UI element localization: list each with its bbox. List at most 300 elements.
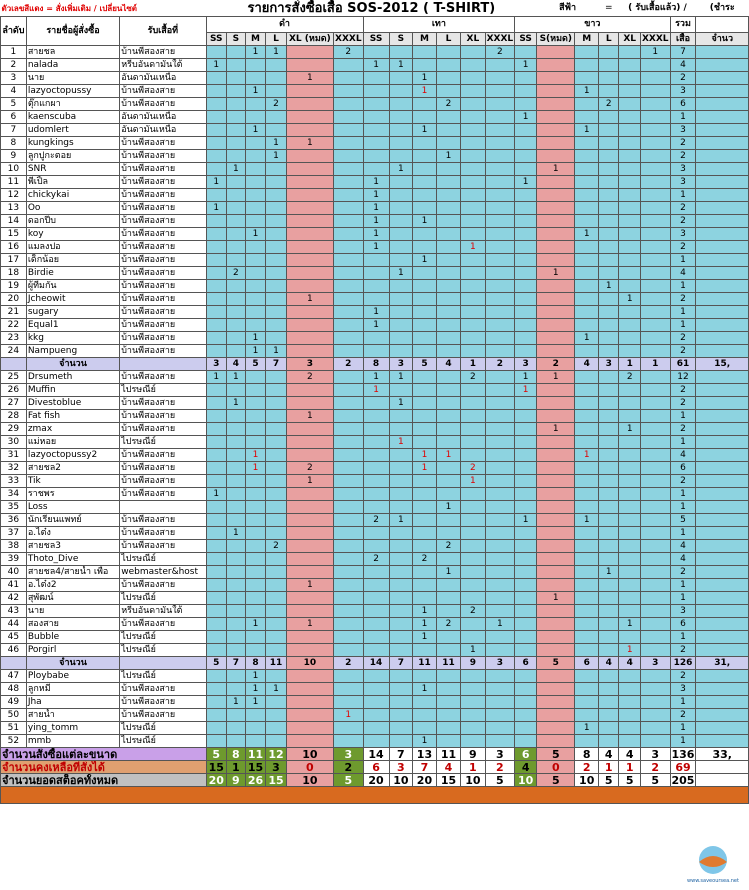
qty-cell[interactable] [226,735,245,748]
qty-cell[interactable] [619,228,640,241]
qty-cell[interactable] [389,306,413,319]
qty-cell[interactable]: 1 [206,202,226,215]
qty-cell[interactable] [334,527,364,540]
qty-cell[interactable] [485,410,515,423]
qty-cell[interactable]: 1 [413,631,437,644]
qty-cell[interactable]: 1 [413,683,437,696]
qty-cell[interactable]: 2 [363,514,389,527]
qty-cell[interactable] [389,254,413,267]
qty-cell[interactable] [537,111,575,124]
qty-cell[interactable] [461,189,485,202]
qty-cell[interactable] [286,59,333,72]
qty-cell[interactable]: 2 [413,553,437,566]
qty-cell[interactable] [599,722,619,735]
qty-cell[interactable] [640,592,670,605]
qty-cell[interactable] [363,280,389,293]
qty-cell[interactable] [266,618,286,631]
qty-cell[interactable] [575,488,599,501]
qty-cell[interactable]: 1 [537,267,575,280]
qty-cell[interactable] [363,423,389,436]
qty-cell[interactable] [286,280,333,293]
qty-cell[interactable] [245,215,265,228]
qty-cell[interactable] [266,384,286,397]
qty-cell[interactable] [640,59,670,72]
qty-cell[interactable] [226,254,245,267]
qty-cell[interactable] [334,98,364,111]
qty-cell[interactable] [461,670,485,683]
table-row[interactable] [1,449,749,462]
qty-cell[interactable] [640,579,670,592]
qty-cell[interactable]: 1 [619,423,640,436]
qty-cell[interactable]: 2 [599,98,619,111]
qty-cell[interactable] [619,254,640,267]
qty-cell[interactable] [334,85,364,98]
qty-cell[interactable]: 1 [334,709,364,722]
qty-cell[interactable] [413,150,437,163]
qty-cell[interactable] [413,176,437,189]
qty-cell[interactable] [485,384,515,397]
qty-cell[interactable] [436,436,460,449]
qty-cell[interactable] [286,566,333,579]
table-row[interactable] [1,124,749,137]
qty-cell[interactable] [226,709,245,722]
qty-cell[interactable] [575,46,599,59]
qty-cell[interactable] [413,111,437,124]
qty-cell[interactable] [206,397,226,410]
qty-cell[interactable] [389,631,413,644]
qty-cell[interactable] [599,579,619,592]
qty-cell[interactable] [537,670,575,683]
qty-cell[interactable] [619,137,640,150]
qty-cell[interactable] [206,345,226,358]
qty-cell[interactable] [413,384,437,397]
qty-cell[interactable]: 1 [363,202,389,215]
qty-cell[interactable] [206,124,226,137]
qty-cell[interactable] [413,267,437,280]
qty-cell[interactable] [619,592,640,605]
qty-cell[interactable] [640,475,670,488]
table-row[interactable] [1,423,749,436]
qty-cell[interactable] [206,527,226,540]
qty-cell[interactable] [245,566,265,579]
qty-cell[interactable] [363,475,389,488]
qty-cell[interactable] [537,59,575,72]
qty-cell[interactable] [640,605,670,618]
qty-cell[interactable] [515,436,537,449]
qty-cell[interactable] [485,228,515,241]
qty-cell[interactable]: 1 [575,124,599,137]
qty-cell[interactable] [461,501,485,514]
qty-cell[interactable] [515,124,537,137]
qty-cell[interactable] [461,722,485,735]
qty-cell[interactable] [515,98,537,111]
qty-cell[interactable] [206,631,226,644]
qty-cell[interactable] [245,319,265,332]
qty-cell[interactable] [226,345,245,358]
qty-cell[interactable] [413,46,437,59]
qty-cell[interactable] [413,670,437,683]
qty-cell[interactable] [515,527,537,540]
qty-cell[interactable] [619,111,640,124]
qty-cell[interactable] [363,163,389,176]
qty-cell[interactable] [266,501,286,514]
qty-cell[interactable] [334,735,364,748]
qty-cell[interactable] [266,449,286,462]
qty-cell[interactable] [413,527,437,540]
qty-cell[interactable] [286,423,333,436]
qty-cell[interactable] [461,46,485,59]
qty-cell[interactable] [599,59,619,72]
qty-cell[interactable] [245,410,265,423]
qty-cell[interactable] [286,644,333,657]
qty-cell[interactable] [286,397,333,410]
qty-cell[interactable]: 1 [286,293,333,306]
qty-cell[interactable] [286,111,333,124]
qty-cell[interactable] [485,163,515,176]
table-row[interactable] [1,293,749,306]
qty-cell[interactable]: 2 [286,462,333,475]
table-row[interactable] [1,111,749,124]
qty-cell[interactable]: 1 [537,163,575,176]
qty-cell[interactable]: 1 [413,605,437,618]
qty-cell[interactable] [206,722,226,735]
qty-cell[interactable] [599,735,619,748]
qty-cell[interactable] [389,384,413,397]
qty-cell[interactable] [286,228,333,241]
qty-cell[interactable] [436,475,460,488]
qty-cell[interactable] [206,449,226,462]
qty-cell[interactable] [334,215,364,228]
qty-cell[interactable] [334,384,364,397]
qty-cell[interactable] [413,566,437,579]
qty-cell[interactable] [515,644,537,657]
qty-cell[interactable] [413,189,437,202]
table-row[interactable] [1,592,749,605]
qty-cell[interactable] [363,137,389,150]
qty-cell[interactable]: 1 [413,462,437,475]
qty-cell[interactable] [575,436,599,449]
qty-cell[interactable] [363,618,389,631]
qty-cell[interactable] [575,709,599,722]
qty-cell[interactable] [266,410,286,423]
qty-cell[interactable] [245,592,265,605]
qty-cell[interactable] [461,124,485,137]
qty-cell[interactable] [334,696,364,709]
qty-cell[interactable] [389,501,413,514]
qty-cell[interactable] [206,735,226,748]
qty-cell[interactable] [619,72,640,85]
qty-cell[interactable] [389,644,413,657]
qty-cell[interactable] [515,618,537,631]
qty-cell[interactable] [389,137,413,150]
qty-cell[interactable] [286,696,333,709]
qty-cell[interactable] [206,319,226,332]
qty-cell[interactable] [266,215,286,228]
qty-cell[interactable] [461,293,485,306]
qty-cell[interactable] [640,709,670,722]
qty-cell[interactable]: 1 [461,241,485,254]
qty-cell[interactable] [413,397,437,410]
qty-cell[interactable] [515,85,537,98]
qty-cell[interactable] [413,696,437,709]
qty-cell[interactable]: 1 [389,397,413,410]
qty-cell[interactable] [206,501,226,514]
qty-cell[interactable]: 1 [245,449,265,462]
qty-cell[interactable] [619,202,640,215]
qty-cell[interactable] [461,696,485,709]
qty-cell[interactable] [485,540,515,553]
qty-cell[interactable] [599,592,619,605]
qty-cell[interactable] [599,267,619,280]
table-row[interactable] [1,579,749,592]
qty-cell[interactable]: 1 [363,215,389,228]
table-row[interactable] [1,475,749,488]
qty-cell[interactable] [436,397,460,410]
qty-cell[interactable] [537,384,575,397]
qty-cell[interactable] [334,371,364,384]
qty-cell[interactable]: 1 [286,475,333,488]
qty-cell[interactable]: 1 [575,449,599,462]
qty-cell[interactable] [640,631,670,644]
qty-cell[interactable]: 2 [485,46,515,59]
qty-cell[interactable] [485,371,515,384]
qty-cell[interactable] [266,397,286,410]
qty-cell[interactable] [537,475,575,488]
qty-cell[interactable] [334,319,364,332]
qty-cell[interactable] [640,319,670,332]
qty-cell[interactable]: 1 [619,644,640,657]
qty-cell[interactable] [413,501,437,514]
qty-cell[interactable]: 2 [334,46,364,59]
qty-cell[interactable] [485,72,515,85]
qty-cell[interactable] [461,592,485,605]
qty-cell[interactable] [266,631,286,644]
qty-cell[interactable] [461,267,485,280]
qty-cell[interactable] [485,215,515,228]
qty-cell[interactable]: 1 [515,59,537,72]
qty-cell[interactable] [485,306,515,319]
qty-cell[interactable] [226,215,245,228]
qty-cell[interactable] [245,202,265,215]
qty-cell[interactable] [436,592,460,605]
qty-cell[interactable] [286,124,333,137]
qty-cell[interactable] [226,644,245,657]
qty-cell[interactable] [436,319,460,332]
qty-cell[interactable] [413,345,437,358]
qty-cell[interactable] [461,514,485,527]
qty-cell[interactable]: 1 [575,228,599,241]
qty-cell[interactable] [413,59,437,72]
qty-cell[interactable] [389,605,413,618]
table-row[interactable] [1,306,749,319]
qty-cell[interactable] [599,176,619,189]
qty-cell[interactable] [640,722,670,735]
qty-cell[interactable] [363,696,389,709]
qty-cell[interactable] [537,605,575,618]
qty-cell[interactable] [286,202,333,215]
qty-cell[interactable] [334,137,364,150]
qty-cell[interactable] [334,670,364,683]
qty-cell[interactable] [461,280,485,293]
qty-cell[interactable] [226,176,245,189]
qty-cell[interactable] [266,306,286,319]
qty-cell[interactable] [334,579,364,592]
qty-cell[interactable] [363,267,389,280]
qty-cell[interactable] [226,670,245,683]
qty-cell[interactable] [619,345,640,358]
qty-cell[interactable] [640,735,670,748]
qty-cell[interactable] [266,475,286,488]
qty-cell[interactable] [286,241,333,254]
table-row[interactable] [1,150,749,163]
qty-cell[interactable] [363,124,389,137]
qty-cell[interactable]: 1 [515,384,537,397]
qty-cell[interactable] [413,319,437,332]
qty-cell[interactable] [363,85,389,98]
qty-cell[interactable] [206,644,226,657]
table-row[interactable] [1,540,749,553]
qty-cell[interactable] [226,540,245,553]
qty-cell[interactable] [206,540,226,553]
qty-cell[interactable] [436,215,460,228]
qty-cell[interactable] [599,319,619,332]
qty-cell[interactable] [461,423,485,436]
qty-cell[interactable] [619,397,640,410]
qty-cell[interactable] [575,566,599,579]
qty-cell[interactable] [619,46,640,59]
qty-cell[interactable] [206,514,226,527]
qty-cell[interactable] [389,189,413,202]
qty-cell[interactable] [413,293,437,306]
qty-cell[interactable] [266,514,286,527]
qty-cell[interactable] [485,488,515,501]
qty-cell[interactable] [640,436,670,449]
qty-cell[interactable] [334,605,364,618]
qty-cell[interactable] [245,397,265,410]
qty-cell[interactable]: 2 [286,371,333,384]
qty-cell[interactable] [619,631,640,644]
qty-cell[interactable] [245,644,265,657]
qty-cell[interactable] [575,579,599,592]
qty-cell[interactable] [206,709,226,722]
qty-cell[interactable] [286,254,333,267]
table-row[interactable] [1,332,749,345]
qty-cell[interactable] [599,241,619,254]
qty-cell[interactable] [537,501,575,514]
qty-cell[interactable] [266,319,286,332]
qty-cell[interactable] [286,345,333,358]
qty-cell[interactable]: 1 [436,566,460,579]
qty-cell[interactable] [245,475,265,488]
qty-cell[interactable] [245,605,265,618]
qty-cell[interactable] [461,228,485,241]
qty-cell[interactable] [619,124,640,137]
qty-cell[interactable] [640,241,670,254]
qty-cell[interactable] [515,449,537,462]
qty-cell[interactable] [389,228,413,241]
qty-cell[interactable] [266,267,286,280]
qty-cell[interactable] [436,176,460,189]
qty-cell[interactable] [436,631,460,644]
qty-cell[interactable] [245,631,265,644]
qty-cell[interactable] [619,514,640,527]
qty-cell[interactable] [363,722,389,735]
qty-cell[interactable] [206,670,226,683]
qty-cell[interactable]: 1 [389,436,413,449]
qty-cell[interactable] [286,267,333,280]
table-row[interactable] [1,85,749,98]
qty-cell[interactable] [640,293,670,306]
qty-cell[interactable] [461,306,485,319]
qty-cell[interactable] [226,423,245,436]
qty-cell[interactable] [537,293,575,306]
qty-cell[interactable]: 1 [515,176,537,189]
qty-cell[interactable] [266,332,286,345]
qty-cell[interactable] [206,553,226,566]
qty-cell[interactable] [619,709,640,722]
qty-cell[interactable] [515,566,537,579]
qty-cell[interactable] [363,527,389,540]
qty-cell[interactable]: 1 [537,423,575,436]
qty-cell[interactable] [485,501,515,514]
qty-cell[interactable] [640,176,670,189]
qty-cell[interactable] [226,683,245,696]
qty-cell[interactable] [599,501,619,514]
qty-cell[interactable] [575,150,599,163]
qty-cell[interactable] [619,449,640,462]
qty-cell[interactable] [485,137,515,150]
qty-cell[interactable] [619,85,640,98]
qty-cell[interactable]: 1 [206,176,226,189]
qty-cell[interactable]: 1 [266,150,286,163]
qty-cell[interactable] [286,488,333,501]
qty-cell[interactable] [485,176,515,189]
qty-cell[interactable] [334,59,364,72]
qty-cell[interactable] [363,150,389,163]
qty-cell[interactable] [226,46,245,59]
qty-cell[interactable]: 1 [640,46,670,59]
qty-cell[interactable] [436,709,460,722]
qty-cell[interactable] [640,410,670,423]
qty-cell[interactable]: 1 [363,241,389,254]
qty-cell[interactable] [266,735,286,748]
qty-cell[interactable] [537,124,575,137]
qty-cell[interactable] [575,98,599,111]
qty-cell[interactable] [461,709,485,722]
qty-cell[interactable] [334,566,364,579]
qty-cell[interactable] [389,449,413,462]
qty-cell[interactable] [575,501,599,514]
qty-cell[interactable] [245,72,265,85]
qty-cell[interactable] [515,410,537,423]
qty-cell[interactable] [640,397,670,410]
qty-cell[interactable] [619,462,640,475]
qty-cell[interactable] [537,189,575,202]
qty-cell[interactable] [226,579,245,592]
qty-cell[interactable] [226,566,245,579]
qty-cell[interactable] [286,215,333,228]
qty-cell[interactable]: 1 [226,696,245,709]
qty-cell[interactable] [436,306,460,319]
table-row[interactable] [1,46,749,59]
qty-cell[interactable]: 1 [286,72,333,85]
qty-cell[interactable] [537,696,575,709]
qty-cell[interactable]: 1 [245,228,265,241]
qty-cell[interactable] [575,254,599,267]
qty-cell[interactable]: 2 [461,462,485,475]
qty-cell[interactable]: 2 [436,98,460,111]
table-row[interactable] [1,189,749,202]
